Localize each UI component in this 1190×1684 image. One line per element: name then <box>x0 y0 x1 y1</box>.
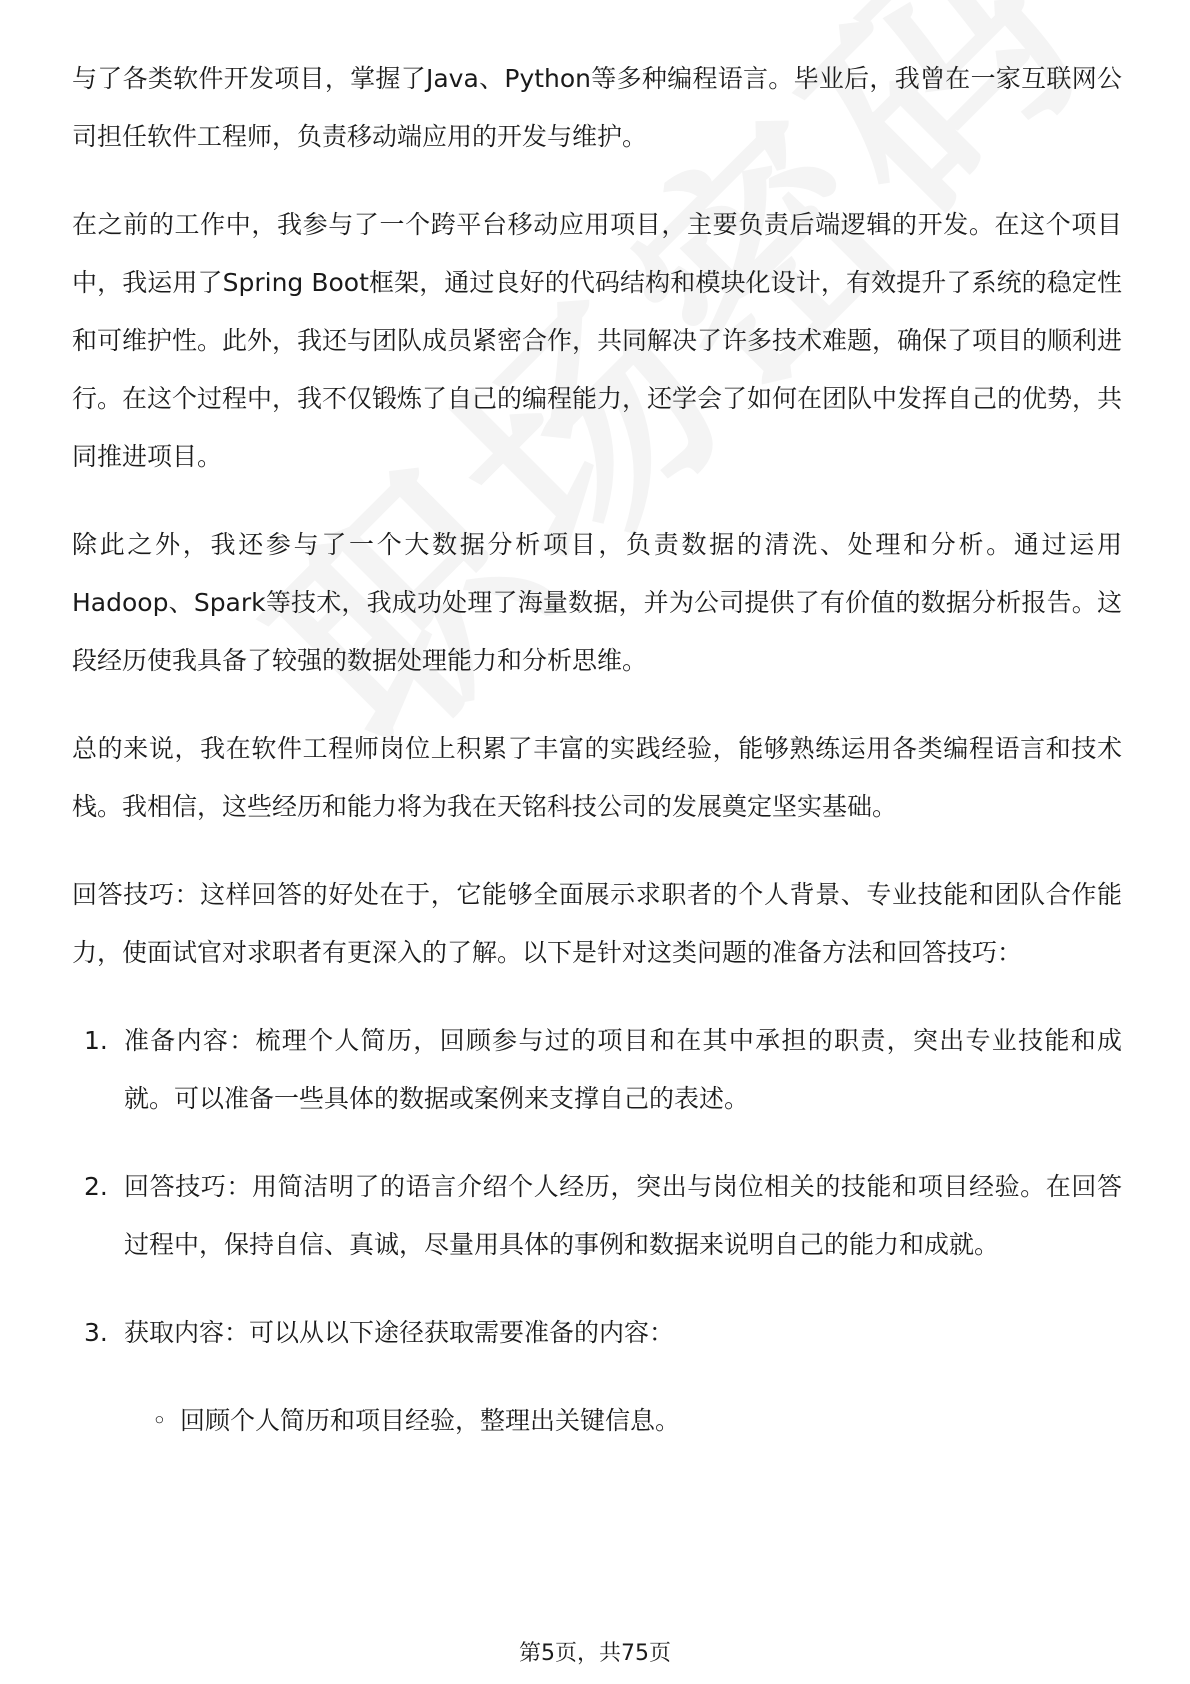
hollow-bullet-icon: ◦ <box>152 1406 167 1435</box>
numbered-list <box>72 1012 1122 1362</box>
list-number: 1. <box>84 1026 108 1055</box>
page-footer: 第5页，共75页 <box>519 1641 671 1666</box>
paragraph-2: 在之前的工作中，我参与了一个跨平台移动应用项目，主要负责后端逻辑的开发。在这个项目中，我运用了Spring Boot框架，通过良好的代码结构和模块化设计，有效提升了系统的稳定性和可维护性。此外，我还与团队成员紧密合作，共同解决了许多技术难题，确保了项目的顺利进行。在这个过程中，我不仅锻炼了自己的编程能力，还学会了如何在团队中发挥自己的优势，共同推进项目。 <box>72 210 1123 471</box>
paragraph-5: 回答技巧：这样回答的好处在于，它能够全面展示求职者的个人背景、专业技能和团队合作能力，使面试官对求职者有更深入的了解。以下是针对这类问题的准备方法和回答技巧： <box>72 880 1122 967</box>
list-item <box>72 1158 1122 1274</box>
list-number: 2. <box>84 1172 108 1201</box>
list-item-text: 回答技巧：用简洁明了的语言介绍个人经历，突出与岗位相关的技能和项目经验。在回答过程中，保持自信、真诚，尽量用具体的事例和数据来说明自己的能力和成就。 <box>124 1172 1122 1259</box>
list-item-text: 获取内容：可以从以下途径获取需要准备的内容： <box>124 1318 675 1347</box>
list-item-text: 准备内容：梳理个人简历，回顾参与过的项目和在其中承担的职责，突出专业技能和成就。可以准备一些具体的数据或案例来支撑自己的表述。 <box>124 1026 1122 1113</box>
paragraph-4: 总的来说，我在软件工程师岗位上积累了丰富的实践经验，能够熟练运用各类编程语言和技术栈。我相信，这些经历和能力将为我在天铭科技公司的发展奠定坚实基础。 <box>72 734 1122 821</box>
list-item <box>72 1012 1122 1128</box>
sub-list-item <box>72 1392 1122 1450</box>
paragraph-1: 与了各类软件开发项目，掌握了Java、Python等多种编程语言。毕业后，我曾在一家互联网公司担任软件工程师，负责移动端应用的开发与维护。 <box>72 64 1122 151</box>
list-item <box>72 1304 1122 1362</box>
list-number: 3. <box>84 1318 108 1347</box>
document-body <box>72 50 1122 1450</box>
paragraph-3: 除此之外，我还参与了一个大数据分析项目，负责数据的清洗、处理和分析。通过运用Hadoop、Spark等技术，我成功处理了海量数据，并为公司提供了有价值的数据分析报告。这段经历使我具备了较强的数据处理能力和分析思维。 <box>72 530 1122 675</box>
sub-list-item-text: 回顾个人简历和项目经验，整理出关键信息。 <box>180 1406 681 1435</box>
